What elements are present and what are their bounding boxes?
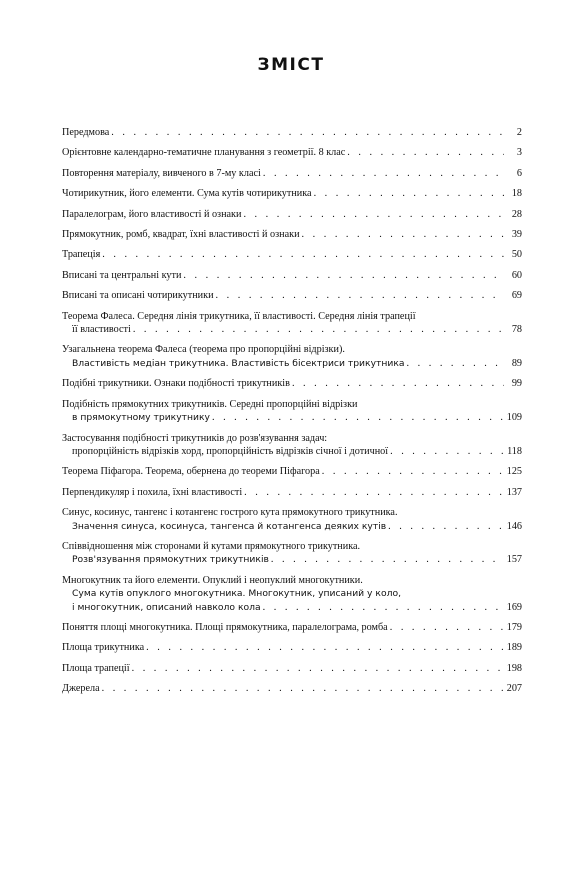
toc-entry-text: її властивості [72,324,131,336]
toc-entry-text: Вписані та центральні кути [62,269,182,281]
toc-entry[interactable] [62,248,522,261]
toc-page-number: 28 [511,208,522,220]
toc-entry-text: Джерела [62,683,100,695]
toc-page-number: 198 [506,662,522,674]
toc-entry-line [62,601,522,614]
toc-page-number: 179 [506,621,522,633]
toc-entry[interactable] [62,574,522,614]
toc-entry-text: Перпендикуляр і похила, їхні властивості [62,486,243,498]
toc-page-number: 137 [506,486,522,498]
toc-entry[interactable] [62,126,522,139]
toc-entry-line [62,126,522,139]
toc-entry-text: пропорційність відрізків хорд, пропорційність відрізків січної і дотичної [72,445,389,457]
toc-entry[interactable] [62,398,522,425]
toc-entry-line [62,445,522,458]
toc-entry-line [62,377,522,390]
dot-leader [212,411,504,424]
toc-page-number: 89 [511,357,522,369]
toc-entry-line [62,486,522,499]
toc-entry-text: Повторення матеріалу, вивченого в 7-му класі [62,167,261,179]
toc-entry[interactable] [62,432,522,459]
toc-entry-text: Синус, косинус, тангенс і котангенс гострого кута прямокутного трикутника. [62,507,398,519]
toc-entry-line [62,662,522,675]
toc-entry[interactable] [62,540,522,567]
toc-entry[interactable] [62,641,522,654]
dot-leader [132,662,504,675]
toc-entry-line [62,465,522,478]
toc-entry-line [62,574,522,587]
toc-entry-text: Сума кутів опуклого многокутника. Многокутник, уписаний у коло, [72,588,401,600]
toc-entry-text: Прямокутник, ромб, квадрат, їхні властивості й ознаки [62,229,300,241]
toc-entry-line [62,621,522,634]
toc-page-number: 99 [511,378,522,390]
toc-entry-text: Вписані та описані чотирикутники [62,290,214,302]
toc-page-number: 2 [516,127,522,138]
toc-entry-text: Значення синуса, косинуса, тангенса й котангенса деяких кутів [72,520,387,532]
toc-entry-text: Чотирикутник, його елементи. Сума кутів чотирикутника [62,188,312,200]
toc-entry[interactable] [62,167,522,180]
toc-entry-text: Властивість медіан трикутника. Властивість бісектриси трикутника [72,357,405,369]
dot-leader [244,486,504,499]
toc-entry[interactable] [62,662,522,675]
toc-entry-line [62,520,522,533]
toc-entry[interactable] [62,269,522,282]
dot-leader [388,520,504,533]
toc-entry-text: Многокутник та його елементи. Опуклий і неопуклий многокутники. [62,574,363,586]
toc-page-number: 207 [506,683,522,695]
toc-entry-line [62,553,522,566]
toc-entry-line [62,540,522,553]
toc-entry[interactable] [62,228,522,241]
dot-leader [146,641,504,654]
dot-leader [347,146,504,159]
dot-leader [390,621,504,634]
toc-entry[interactable] [62,146,522,159]
toc-page-number: 78 [511,324,522,336]
toc-page-number: 146 [506,520,522,532]
toc-entry-line [62,432,522,445]
toc-entry-text: Подібні трикутники. Ознаки подібності трикутників [62,378,290,390]
toc-entry[interactable] [62,377,522,390]
dot-leader [263,167,504,180]
dot-leader [183,269,504,282]
toc-entry-text: і многокутник, описаний навколо кола [72,601,261,613]
toc-entry[interactable] [62,486,522,499]
dot-leader [102,682,504,695]
toc-entry-text: Паралелограм, його властивості й ознаки [62,208,242,220]
dot-leader [302,228,504,241]
toc-entry-line [62,146,522,159]
toc-entry-line [62,411,522,424]
toc-entry[interactable] [62,682,522,695]
dot-leader [216,289,504,302]
toc-entry-line [62,641,522,654]
toc-page-number: 50 [511,249,522,261]
toc-entry-line [62,208,522,221]
toc-page-number: 169 [506,601,522,613]
toc-page-number: 3 [516,147,522,159]
toc-entry-text: Поняття площі многокутника. Площі прямокутника, паралелограма, ромба [62,621,388,633]
toc-entry[interactable] [62,465,522,478]
toc-page-number: 39 [511,229,522,241]
page-title: ЗМІСТ [257,55,325,75]
toc-entry[interactable] [62,208,522,221]
toc-entry-text: Площа трикутника [62,642,145,654]
toc-entry-line [62,357,522,370]
toc-entry-text: Подібність прямокутних трикутників. Середні пропорційні відрізки [62,398,358,410]
toc-entry-line [62,682,522,695]
toc-page-number: 157 [506,554,522,566]
toc-entry-text: Застосування подібності трикутників до розв'язування задач: [62,432,328,444]
dot-leader [243,208,504,221]
toc-entry-text: в прямокутному трикутнику [72,412,210,424]
dot-leader [111,126,504,139]
dot-leader [263,601,504,614]
toc-entry-line [62,269,522,282]
dot-leader [322,465,504,478]
dot-leader [407,357,504,370]
toc-page-number: 60 [511,269,522,281]
toc-entry-line [62,587,522,600]
toc-entry[interactable] [62,343,522,370]
toc-entry-text: Теорема Піфагора. Теорема, обернена до теореми Піфагора [62,466,320,478]
toc-entry-line [62,506,522,519]
dot-leader [390,445,504,458]
toc-page-number: 189 [506,642,522,654]
toc-entry-line [62,289,522,302]
toc-entry[interactable] [62,506,522,533]
toc-entry-line [62,187,522,200]
toc-entry-text: Теорема Фалеса. Середня лінія трикутника, її властивості. Середня лінія трапеції [62,310,416,322]
toc-entry-line [62,398,522,411]
toc-page-number: 69 [511,290,522,302]
toc-entry-text: Співвідношення між сторонами й кутами прямокутного трикутника. [62,540,361,552]
toc-entry-text: Орієнтовне календарно-тематичне планування з геометрії. 8 клас [62,147,346,159]
dot-leader [102,248,504,261]
toc-entry-line [62,228,522,241]
toc-entry-text: Площа трапеції [62,662,130,674]
dot-leader [271,553,504,566]
dot-leader [292,377,504,390]
toc-entry[interactable] [62,621,522,634]
toc-entry[interactable] [62,289,522,302]
toc-entry-line [62,310,522,323]
toc-entry-text: Розв'язування прямокутних трикутників [72,554,269,566]
toc-page-number: 118 [507,445,522,457]
toc-page-number: 125 [506,466,522,478]
toc-entry-line [62,323,522,336]
toc-entry-line [62,167,522,180]
dot-leader [133,323,504,336]
toc-entry[interactable] [62,310,522,337]
toc-entry-line [62,248,522,261]
toc-entry-text: Узагальнена теорема Фалеса (теорема про пропорційні відрізки). [62,344,345,356]
toc-page-number: 109 [506,412,522,424]
toc-entry-text: Передмова [62,127,110,138]
toc-entry-line [62,343,522,356]
dot-leader [314,187,504,200]
toc-page-number: 6 [516,167,522,179]
toc-entry[interactable] [62,187,522,200]
toc-page-number: 18 [511,188,522,200]
table-of-contents [62,126,522,696]
toc-entry-text: Трапеція [62,249,101,261]
